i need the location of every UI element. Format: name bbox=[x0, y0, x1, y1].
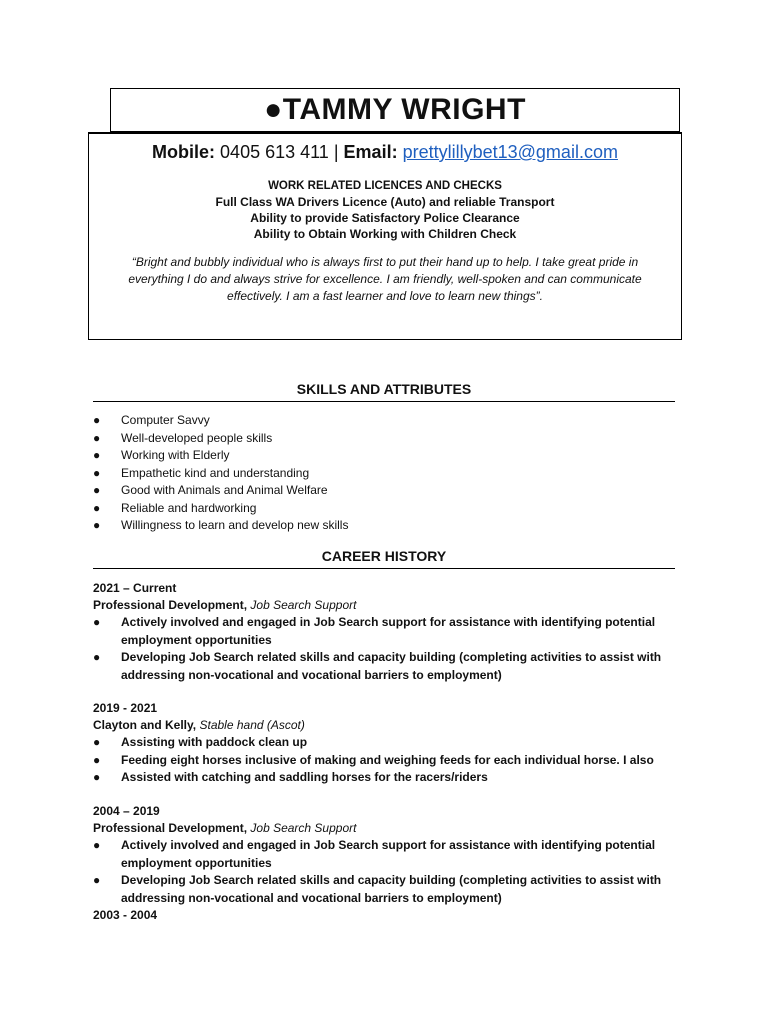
licence-item: Ability to provide Satisfactory Police Clearance bbox=[250, 211, 520, 225]
list-item: ● Assisting with paddock clean up bbox=[93, 735, 308, 749]
bullet: ● bbox=[93, 518, 101, 532]
career-role: Clayton and Kelly, Stable hand (Ascot) bbox=[93, 718, 305, 732]
bullet: ● bbox=[93, 465, 101, 480]
bullet: ● bbox=[93, 500, 101, 515]
contact-line bbox=[89, 140, 681, 164]
career-entry bbox=[93, 700, 673, 787]
career-date: 2004 – 2019 bbox=[93, 804, 160, 818]
licences-title: WORK RELATED LICENCES AND CHECKS bbox=[268, 180, 502, 192]
bullet: ● bbox=[93, 413, 101, 427]
mobile-label: Mobile: bbox=[152, 142, 216, 162]
candidate-name: ●TAMMY WRIGHT bbox=[264, 93, 526, 126]
skills-list bbox=[93, 412, 673, 535]
bullet: ● bbox=[93, 430, 101, 445]
bullet: ● bbox=[93, 483, 101, 497]
list-item: ● Developing Job Search related skills and capacity building (completing activities to assist with addressing non-vocational and vocational barriers to employment) bbox=[93, 873, 662, 905]
bullet: ● bbox=[93, 448, 101, 462]
mobile-number: 0405 613 411 bbox=[220, 142, 329, 162]
career-date: 2019 - 2021 bbox=[93, 701, 158, 715]
career-title: CAREER HISTORY bbox=[93, 548, 675, 569]
list-item: ● Feeding eight horses inclusive of making and weighing feeds for each individual horse. I also bbox=[93, 752, 654, 767]
duty-list bbox=[93, 837, 673, 907]
list-item: ● Computer Savvy bbox=[93, 412, 673, 430]
personal-statement: “Bright and bubbly individual who is always first to put their hand up to help. I take great pride in everything I do and always strive for excellence. I am friendly, well-spoken and can communicate effectively. I am a fast learner and love to learn new things”. bbox=[128, 255, 642, 303]
licence-item: Ability to Obtain Working with Children Check bbox=[253, 227, 517, 241]
career-role: Professional Development, Job Search Support bbox=[93, 598, 357, 612]
career-date: 2003 - 2004 bbox=[93, 908, 158, 922]
list-item: ● Well-developed people skills bbox=[93, 430, 673, 448]
email-label: Email: bbox=[343, 142, 398, 162]
duty-list bbox=[93, 734, 673, 787]
licence-item: Full Class WA Drivers Licence (Auto) and reliable Transport bbox=[215, 195, 555, 209]
career-entry bbox=[93, 803, 673, 924]
list-item: ● Good with Animals and Animal Welfare bbox=[93, 482, 673, 500]
list-item: ● Empathetic kind and understanding bbox=[93, 465, 673, 483]
list-item: ● Reliable and hardworking bbox=[93, 500, 673, 518]
list-item: ● Developing Job Search related skills and capacity building (completing activities to assist with addressing non-vocational and vocational barriers to employment) bbox=[93, 650, 662, 682]
career-entry bbox=[93, 580, 673, 684]
summary-box bbox=[88, 132, 682, 340]
career-role: Professional Development, Job Search Support bbox=[93, 821, 357, 835]
list-item: ● Working with Elderly bbox=[93, 447, 673, 465]
contact-separator: | bbox=[333, 142, 339, 162]
list-item: ● Actively involved and engaged in Job Search support for assistance with identifying potential employment opportunities bbox=[93, 615, 656, 647]
email-link[interactable]: prettylillybet13@gmail.com bbox=[402, 142, 618, 162]
list-item: ● Assisted with catching and saddling horses for the racers/riders bbox=[93, 770, 488, 784]
skills-title: SKILLS AND ATTRIBUTES bbox=[93, 381, 675, 402]
duty-list bbox=[93, 614, 673, 684]
career-date: 2021 – Current bbox=[93, 581, 177, 595]
list-item: ● Willingness to learn and develop new skills bbox=[93, 517, 673, 535]
name-box bbox=[110, 88, 680, 132]
list-item: ● Actively involved and engaged in Job Search support for assistance with identifying potential employment opportunities bbox=[93, 838, 656, 870]
